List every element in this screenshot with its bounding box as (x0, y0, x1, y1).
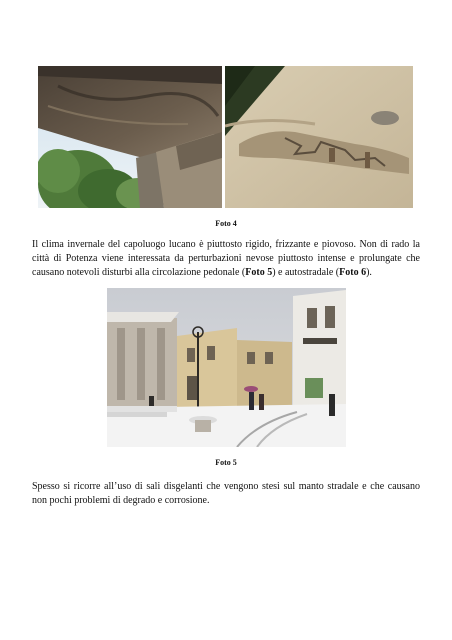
photo-4-caption: Foto 4 (215, 219, 237, 228)
paragraph-climate-text-b: ) e autostradale ( (272, 267, 340, 278)
ref-foto-5: Foto 5 (245, 267, 273, 278)
photo-5-caption: Foto 5 (215, 458, 237, 467)
paragraph-climate-text-c: ). (366, 267, 372, 278)
paragraph-climate-text-a: Il clima invernale del capoluogo lucano è piuttosto rigido, frizzante e piovoso. Non di rado la città di Potenza viene interessata da perturbazioni nevose piuttosto intense e prolungate che causano notevoli disturbi alla circolazione pedonale ( (32, 239, 420, 278)
photo-4-damaged-concrete (225, 66, 413, 208)
ref-foto-6: Foto 6 (339, 267, 367, 278)
paragraph-deicing-salts: Spesso si ricorre all’uso di sali disgelanti che vengono stesi sul manto stradale e che causano non pochi problemi di degrado e corrosione. (32, 481, 420, 506)
photo-4-bridge-underside (38, 66, 222, 208)
photo-5-snowy-street (107, 288, 346, 447)
paragraph-climate (32, 238, 420, 280)
